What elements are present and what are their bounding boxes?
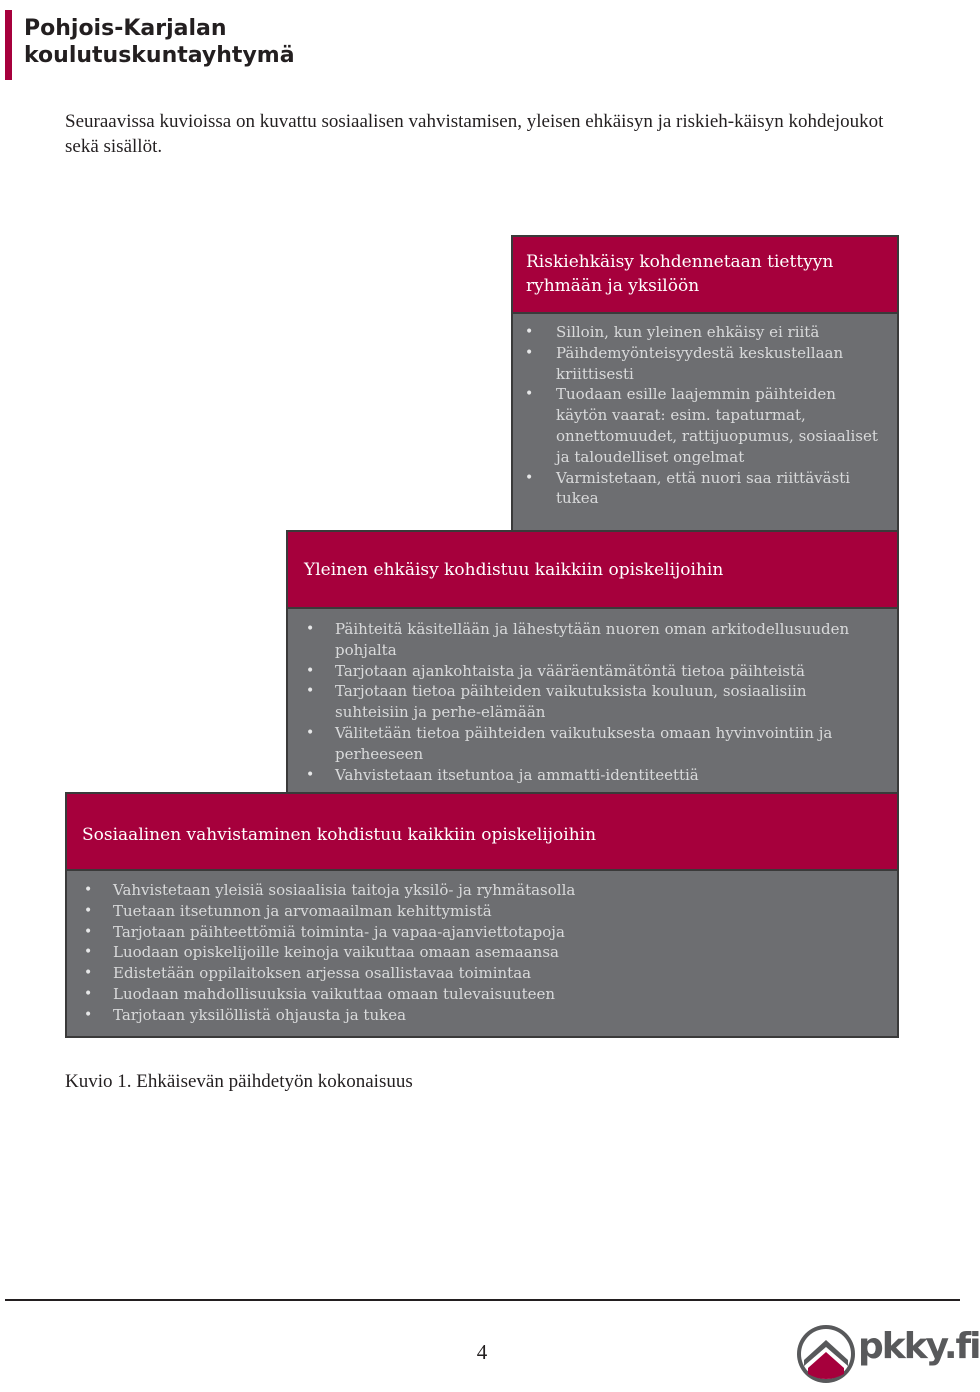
general-prevention-box bbox=[286, 530, 899, 795]
list-item: • Edistetään oppilaitoksen arjessa osallistavaa toimintaa bbox=[67, 963, 897, 984]
list-item: • Tarjotaan yksilöllistä ohjausta ja tukea bbox=[67, 1005, 897, 1026]
risk-prevention-title: Riskiehkäisy kohdennetaan tiettyyn ryhmään ja yksilöön bbox=[513, 237, 897, 314]
list-item: • Tarjotaan päihteettömiä toiminta- ja vapaa-ajanviettotapoja bbox=[67, 922, 897, 943]
intro-paragraph: Seuraavissa kuvioissa on kuvattu sosiaalisen vahvistamisen, yleisen ehkäisyn ja riskieh-käisyn kohdejoukot sekä sisällöt. bbox=[65, 111, 884, 157]
list-item: • Välitetään tietoa päihteiden vaikutuksesta omaan hyvinvointiin ja perheeseen bbox=[288, 723, 897, 765]
list-item: • Silloin, kun yleinen ehkäisy ei riitä bbox=[513, 322, 897, 343]
organization-name-line2: koulutuskuntayhtymä bbox=[24, 43, 295, 68]
list-item: • Luodaan mahdollisuuksia vaikuttaa omaan tulevaisuuteen bbox=[67, 984, 897, 1005]
organization-name bbox=[24, 15, 424, 69]
header-accent-bar bbox=[5, 10, 12, 80]
general-prevention-list bbox=[288, 609, 897, 785]
list-item: • Luodaan opiskelijoille keinoja vaikuttaa omaan asemaansa bbox=[67, 942, 897, 963]
social-empowerment-list bbox=[67, 871, 897, 1026]
list-item: • Tuodaan esille laajemmin päihteiden käytön vaarat: esim. tapaturmat, onnettomuudet, rattijuopumus, sosiaaliset ja taloudelliset ongelmat bbox=[513, 384, 897, 467]
social-empowerment-title: Sosiaalinen vahvistaminen kohdistuu kaikkiin opiskelijoihin bbox=[67, 794, 897, 871]
page-number: 4 bbox=[476, 1340, 488, 1364]
footer-divider bbox=[5, 1299, 960, 1301]
figure-caption: Kuvio 1. Ehkäisevän päihdetyön kokonaisuus bbox=[65, 1071, 413, 1092]
list-item: • Tuetaan itsetunnon ja arvomaailman kehittymistä bbox=[67, 901, 897, 922]
list-item: • Varmistetaan, että nuori saa riittävästi tukea bbox=[513, 468, 897, 510]
organization-name-line1: Pohjois-Karjalan bbox=[24, 16, 227, 41]
list-item: • Tarjotaan ajankohtaista ja vääräentämätöntä tietoa päihteistä bbox=[288, 661, 897, 682]
list-item: • Vahvistetaan yleisiä sosiaalisia taitoja yksilö- ja ryhmätasolla bbox=[67, 880, 897, 901]
risk-prevention-list bbox=[513, 314, 897, 509]
list-item: • Päihdemyönteisyydestä keskustellaan kriittisesti bbox=[513, 343, 897, 385]
general-prevention-title: Yleinen ehkäisy kohdistuu kaikkiin opiskelijoihin bbox=[288, 532, 897, 609]
list-item: • Vahvistetaan itsetuntoa ja ammatti-identiteettiä bbox=[288, 765, 897, 786]
pkky-emblem-icon bbox=[796, 1322, 858, 1388]
risk-prevention-box bbox=[511, 235, 899, 533]
social-empowerment-box bbox=[65, 792, 899, 1038]
pkky-logo-text: pkky.fi bbox=[858, 1326, 980, 1367]
list-item: • Päihteitä käsitellään ja lähestytään nuoren oman arkitodellusuuden pohjalta bbox=[288, 619, 897, 661]
pkky-logo bbox=[796, 1322, 980, 1388]
list-item: • Tarjotaan tietoa päihteiden vaikutuksista kouluun, sosiaalisiin suhteisiin ja perhe-elämään bbox=[288, 681, 897, 723]
